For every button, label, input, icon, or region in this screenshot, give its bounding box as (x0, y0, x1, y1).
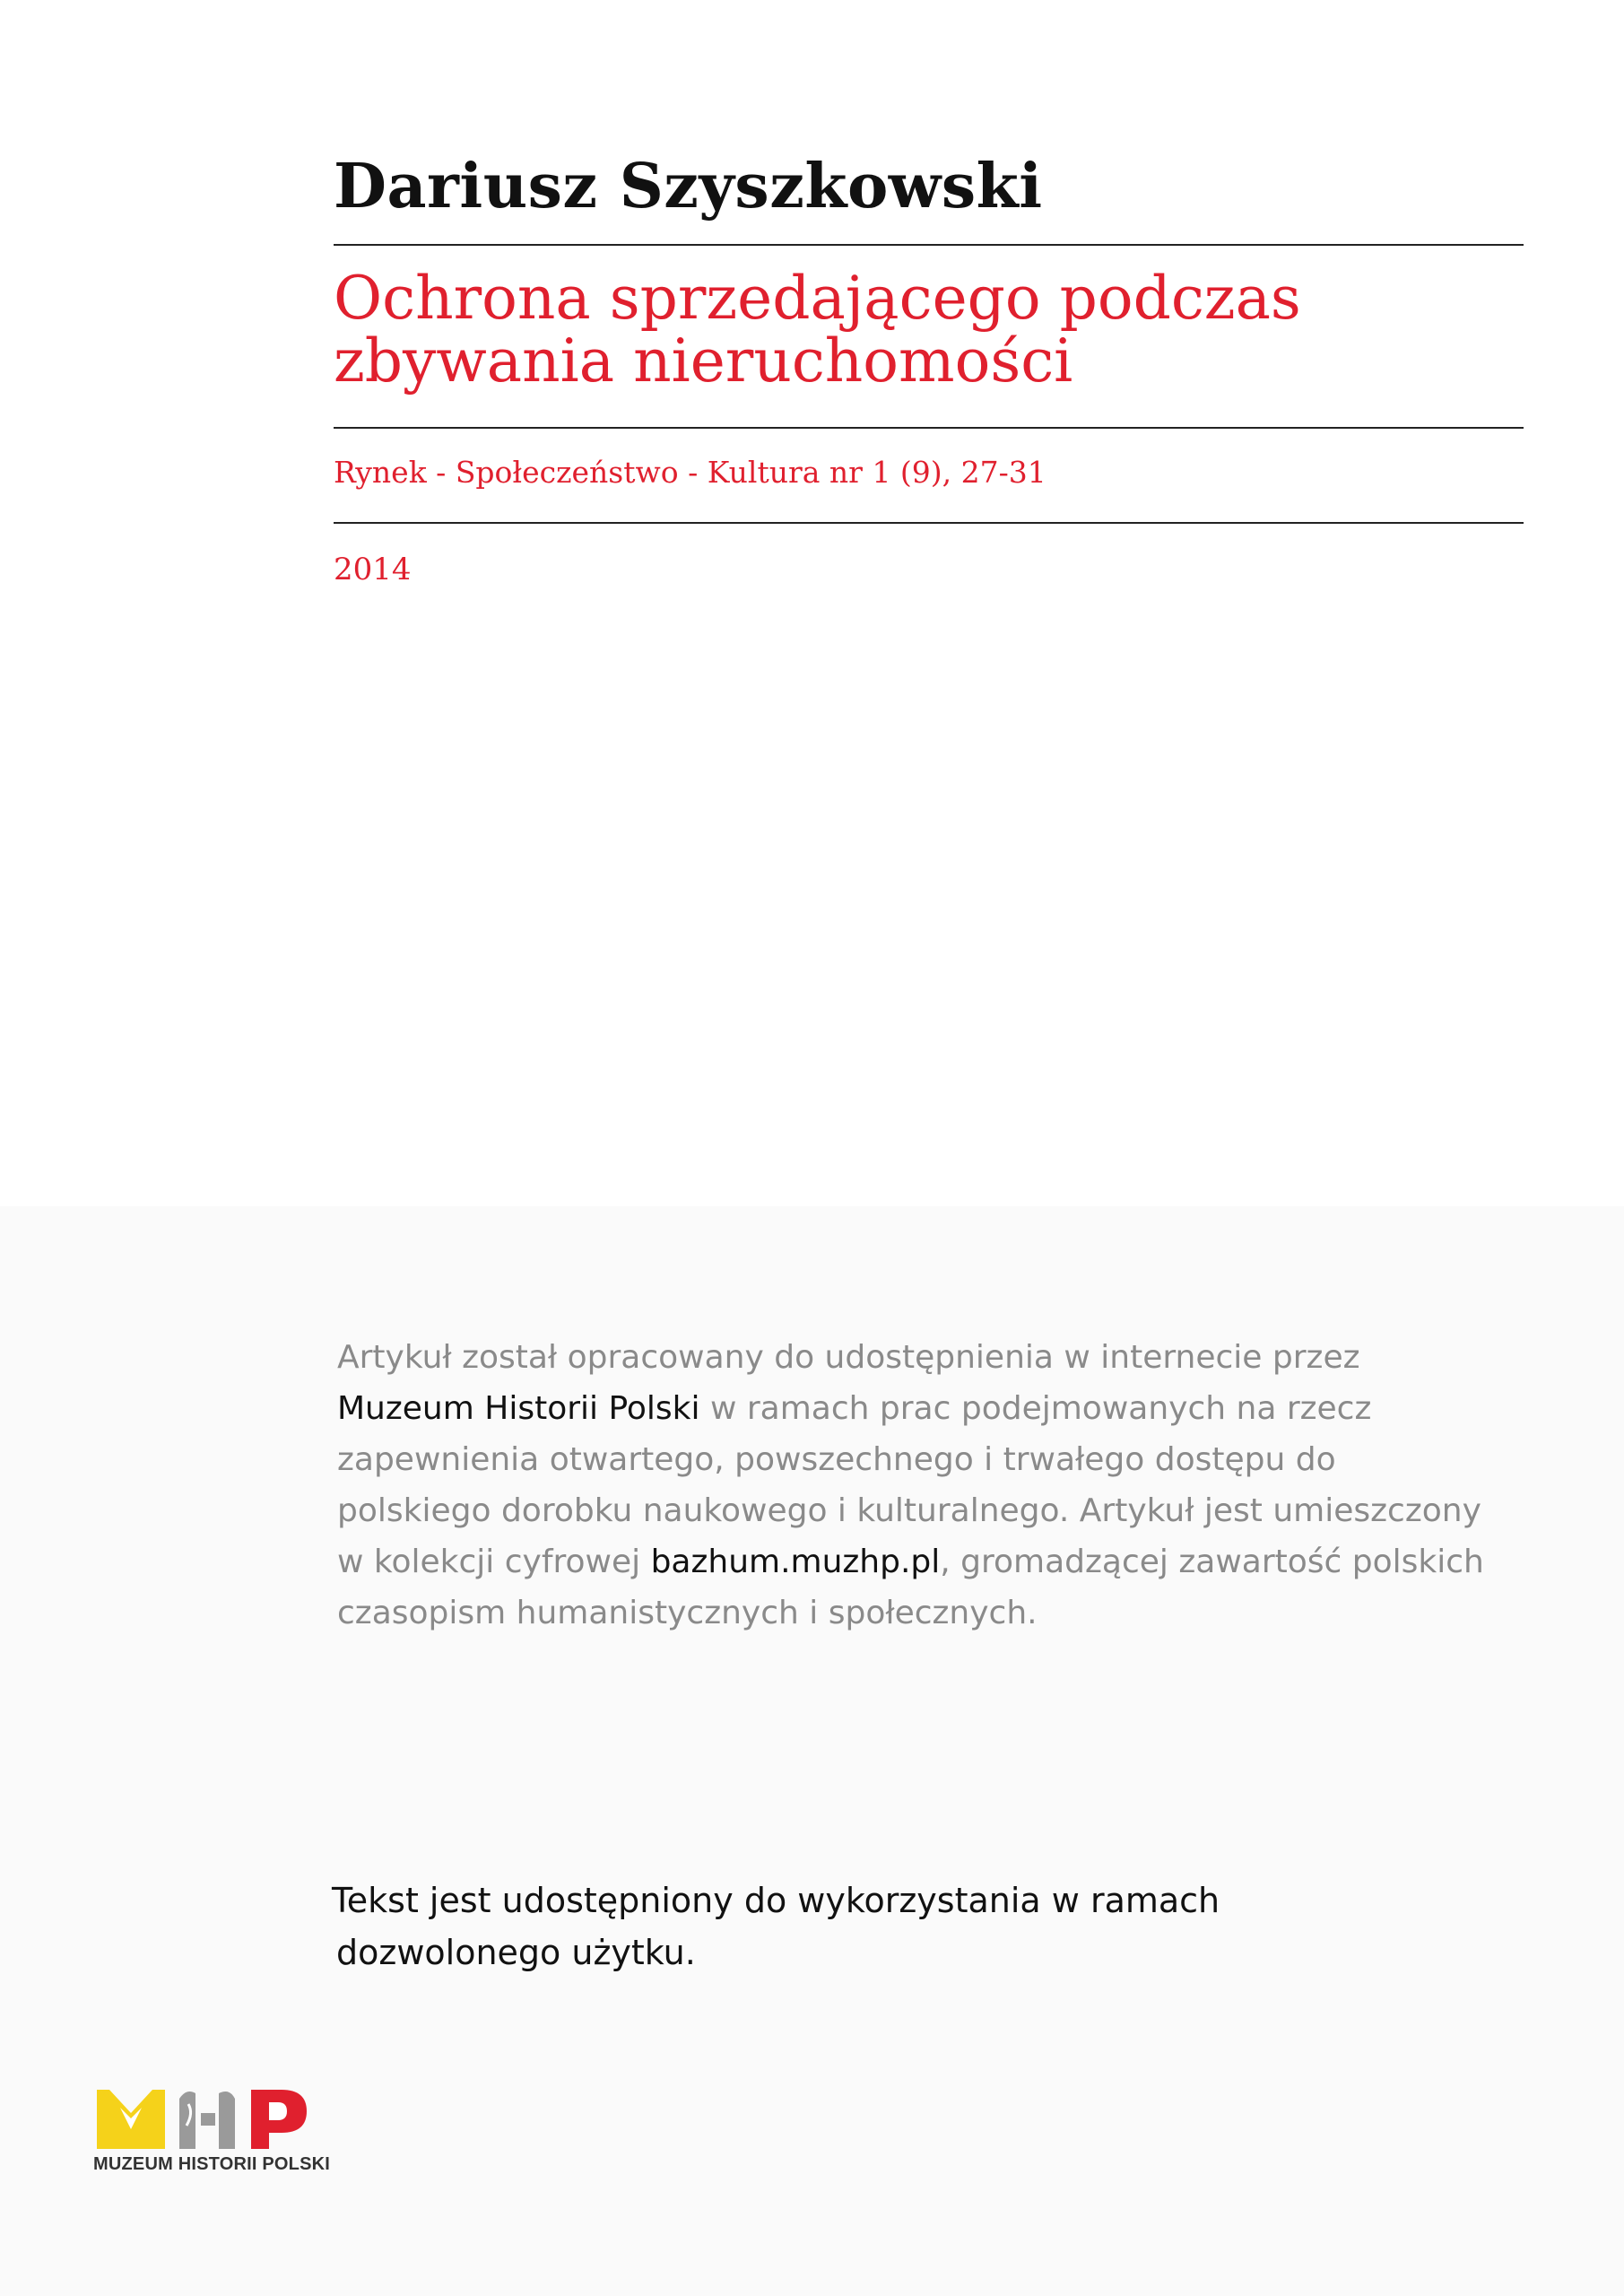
license-line-1: Tekst jest udostępniony do wykorzystania w ramach (332, 1881, 1220, 1920)
logo-p-mark (251, 2090, 307, 2149)
divider-2 (334, 427, 1524, 429)
author-name: Dariusz Szyszkowski (334, 151, 1043, 222)
notice-line-3: zapewnienia otwartego, powszechnego i trwałego dostępu do (337, 1441, 1336, 1478)
license-line-2: dozwolonego użytku. (336, 1933, 696, 1972)
divider-1 (334, 244, 1524, 246)
notice-line-6: czasopism humanistycznych i społecznych. (337, 1595, 1038, 1631)
notice-line-5 (337, 1536, 1530, 1587)
divider-3 (334, 522, 1524, 524)
notice-line-5-rest: , gromadzącej zawartość polskich (940, 1544, 1484, 1580)
logo-m-mark (97, 2090, 165, 2149)
logo-caption: MUZEUM HISTORII POLSKI (93, 2154, 331, 2174)
article-title-line-2: zbywania nieruchomości (334, 326, 1073, 396)
availability-notice (337, 1332, 1530, 1639)
logo-h-mark (179, 2092, 235, 2149)
journal-citation: Rynek - Społeczeństwo - Kultura nr 1 (9), 27-31 (334, 455, 1046, 490)
license-notice (332, 1874, 1220, 1979)
publication-year: 2014 (334, 552, 412, 587)
article-title (334, 264, 1517, 396)
notice-line-4: polskiego dorobku naukowego i kulturalnego. Artykuł jest umieszczony (337, 1492, 1481, 1529)
article-title-line-1: Ochrona sprzedającego podczas (334, 264, 1301, 333)
notice-line-2 (337, 1383, 1530, 1434)
museum-name: Muzeum Historii Polski (337, 1390, 700, 1427)
notice-line-5-pre: w kolekcji cyfrowej (337, 1544, 651, 1580)
bazhum-link[interactable]: bazhum.muzhp.pl (650, 1544, 941, 1580)
notice-line-2-rest: w ramach prac podejmowanych na rzecz (699, 1390, 1372, 1427)
notice-line-1: Artykuł został opracowany do udostępnienia w internecie przez (337, 1339, 1360, 1376)
